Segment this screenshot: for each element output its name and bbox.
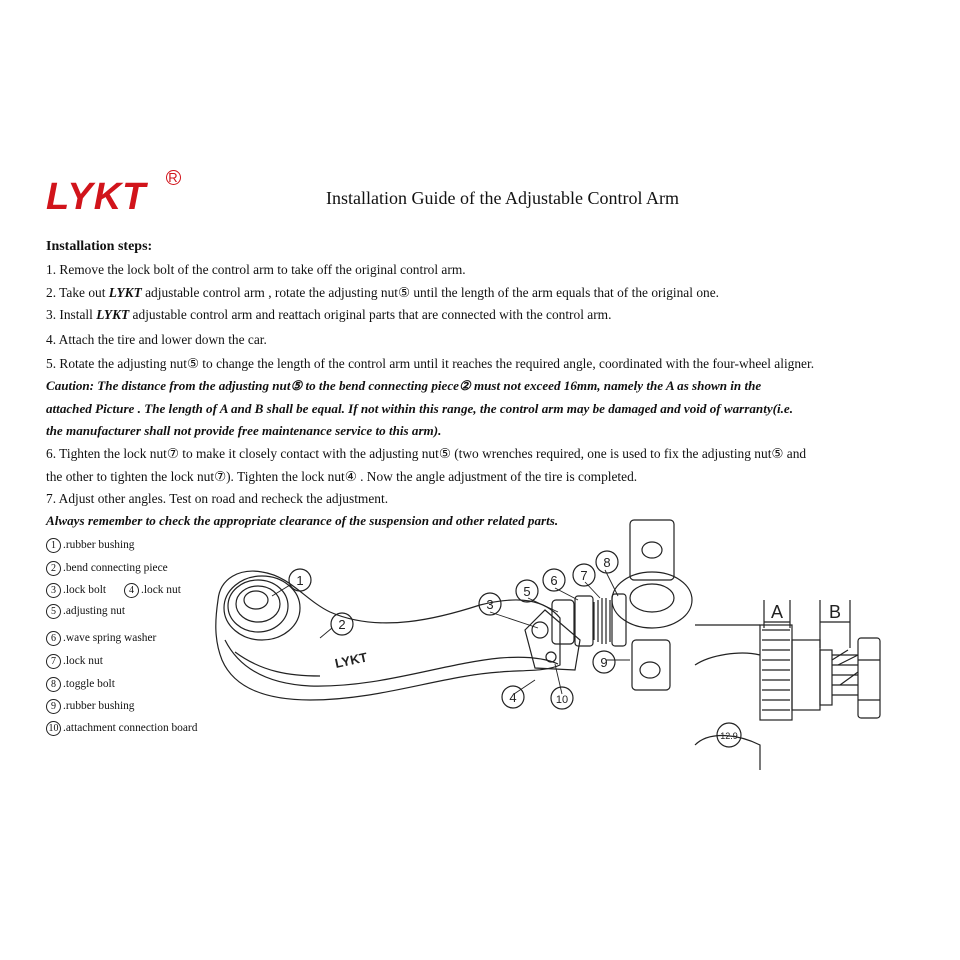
step-6-line-1: 6. Tighten the lock nut⑦ to make it closely contact with the adjusting nut⑤ (two wrenches required, one is used to fix the adjusting nut⑤ and	[46, 446, 807, 461]
threaded-adjuster	[552, 594, 626, 646]
step-3-end: adjustable control arm and reattach original parts that are connected with the control arm.	[129, 307, 612, 322]
legend-item-7: 7 .lock nut	[46, 654, 103, 669]
clearance-reminder: Always remember to check the appropriate clearance of the suspension and other related parts.	[46, 513, 559, 528]
callout-8: 8	[603, 555, 611, 570]
callout-7: 7	[580, 568, 588, 583]
dimension-b-label: B	[828, 602, 842, 622]
step-2-start: 2. Take out	[46, 285, 109, 300]
detail-view	[695, 600, 880, 770]
steps-heading: Installation steps:	[46, 239, 153, 254]
step-2-end: adjustable control arm , rotate the adjusting nut⑤ until the length of the arm equals that of the original one.	[141, 285, 720, 300]
legend-item-5: 5 .adjusting nut	[46, 604, 125, 619]
legend-item-1: 1 .rubber bushing	[46, 538, 135, 553]
legend-item-10: 10 .attachment connection board	[46, 721, 197, 736]
caution-line-2: attached Picture . The length of A and B shall be equal. If not within this range, the control arm may be damaged and void of warranty(i.e.	[46, 401, 793, 416]
caution-line-1: Caution: The distance from the adjusting nut⑤ to the bend connecting piece② must not exceed 16mm, namely the A as shown in the	[46, 378, 762, 393]
step-7: 7. Adjust other angles. Test on road and recheck the adjustment.	[46, 491, 389, 506]
legend-item-2: 2 .bend connecting piece	[46, 561, 168, 576]
step-3-start: 3. Install	[46, 307, 97, 322]
step-6-line-2: the other to tighten the lock nut⑦). Tighten the lock nut④ . Now the angle adjustment of the tire is completed.	[46, 469, 638, 484]
bolt-grade-mark: 12.9	[720, 731, 738, 741]
callout-1: 1	[296, 573, 304, 588]
callout-2: 2	[338, 617, 346, 632]
callout-10: 10	[555, 694, 569, 706]
callout-6: 6	[550, 573, 558, 588]
legend-item-6: 6 .wave spring washer	[46, 631, 156, 646]
page-title: Installation Guide of the Adjustable Control Arm	[326, 188, 679, 208]
control-arm-body	[216, 571, 560, 700]
callout-4: 4	[509, 690, 517, 705]
callout-5: 5	[523, 584, 531, 599]
callout-9: 9	[600, 655, 608, 670]
step-5: 5. Rotate the adjusting nut⑤ to change the length of the control arm until it reaches the required angle, coordinated with the four-wheel aligner.	[46, 356, 815, 371]
callout-3: 3	[486, 597, 494, 612]
step-4: 4. Attach the tire and lower down the car.	[46, 332, 267, 347]
dimension-a-label: A	[770, 602, 784, 622]
legend-item-4: 4 .lock nut	[124, 583, 181, 598]
logo-text: LYKT	[46, 176, 147, 218]
caution-line-3: the manufacturer shall not provide free maintenance service to this arm).	[46, 423, 442, 438]
arm-brand-mark: LYKT	[333, 649, 369, 671]
registered-mark-icon: R	[166, 170, 181, 185]
callout-leaders	[272, 570, 630, 694]
brand-name: LYKT	[108, 285, 142, 300]
rubber-bushing-right	[612, 520, 692, 690]
legend-item-3: 3 .lock bolt	[46, 583, 106, 598]
step-1: 1. Remove the lock bolt of the control arm to take off the original control arm.	[46, 262, 466, 277]
legend-item-9: 9 .rubber bushing	[46, 699, 135, 714]
brand-name: LYKT	[96, 307, 130, 322]
legend-item-8: 8 .toggle bolt	[46, 677, 115, 692]
